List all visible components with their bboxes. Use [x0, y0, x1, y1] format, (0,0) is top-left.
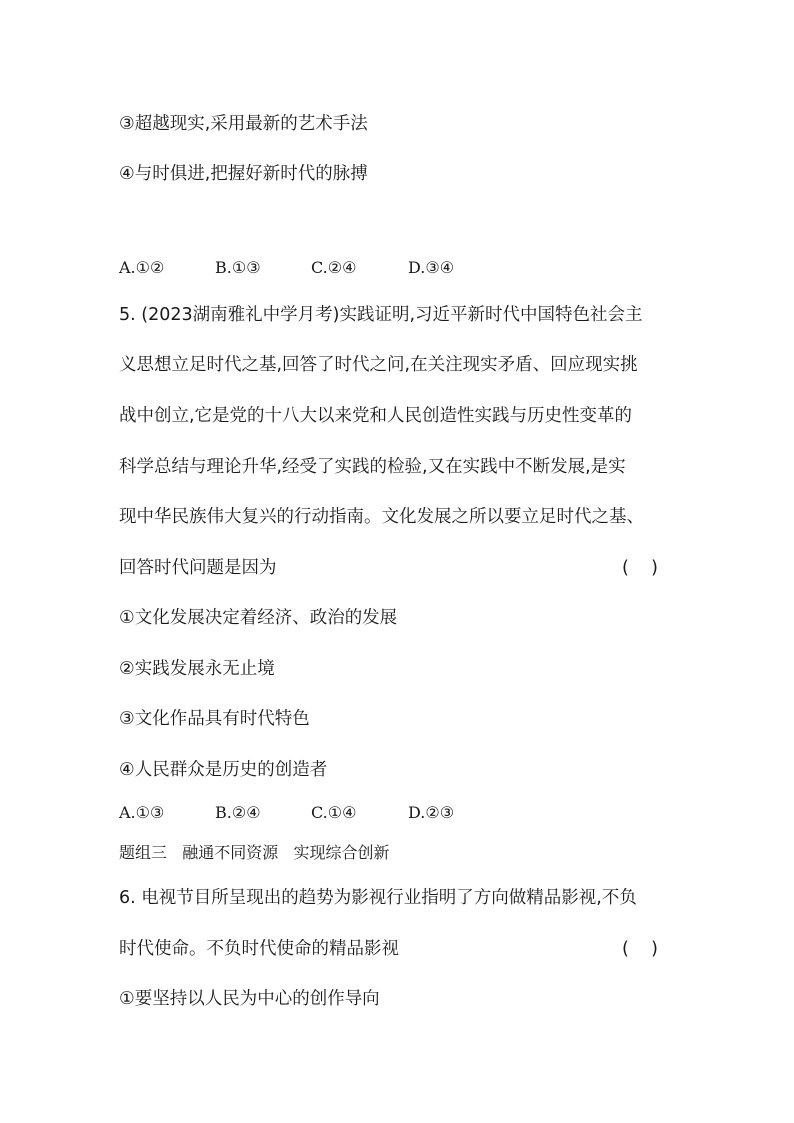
- q5-item-4: ④人民群众是历史的创造者: [119, 760, 328, 780]
- q5-item-2: ②实践发展永无止境: [119, 659, 275, 679]
- q5-stem-line-6: 回答时代问题是因为: [119, 558, 277, 578]
- section-heading: 题组三 融通不同资源 实现综合创新: [119, 843, 390, 862]
- q5-option-d[interactable]: D.②③: [408, 803, 455, 822]
- q4-option-c[interactable]: C.②④: [311, 258, 357, 277]
- q5-option-a[interactable]: A.①③: [119, 803, 165, 822]
- q5-stem-line-4: 科学总结与理论升华,经受了实践的检验,又在实践中不断发展,是实: [119, 457, 626, 477]
- q4-item-2: ③超越现实,采用最新的艺术手法: [119, 114, 368, 134]
- q6-answer-blank[interactable]: ( ): [622, 939, 658, 959]
- q5-stem-line-2: 义思想立足时代之基,回答了时代之问,在关注现实矛盾、回应现实挑: [119, 355, 638, 375]
- q5-answer-blank[interactable]: ( ): [622, 558, 658, 578]
- q5-stem-line-1: 5. (2023湖南雅礼中学月考)实践证明,习近平新时代中国特色社会主: [119, 305, 643, 325]
- q5-option-b[interactable]: B.②④: [215, 803, 261, 822]
- q4-item-3: ④与时俱进,把握好新时代的脉搏: [119, 164, 368, 184]
- q6-item-1: ①要坚持以人民为中心的创作导向: [119, 989, 380, 1009]
- q5-stem-line-5: 现中华民族伟大复兴的行动指南。文化发展之所以要立足时代之基、: [119, 507, 644, 527]
- q5-item-1: ①文化发展决定着经济、政治的发展: [119, 608, 398, 628]
- q4-option-d[interactable]: D.③④: [408, 258, 455, 277]
- q4-options: [119, 258, 454, 277]
- q5-item-3: ③文化作品具有时代特色: [119, 709, 310, 729]
- q6-stem-line-2: 时代使命。不负时代使命的精品影视: [119, 939, 399, 959]
- q4-option-a[interactable]: A.①②: [119, 258, 165, 277]
- q5-options: [119, 803, 454, 822]
- q4-option-b[interactable]: B.①③: [215, 258, 261, 277]
- q5-stem-line-3: 战中创立,它是党的十八大以来党和人民创造性实践与历史性变革的: [119, 406, 633, 426]
- q6-stem-line-1: 6. 电视节目所呈现出的趋势为影视行业指明了方向做精品影视,不负: [119, 888, 637, 908]
- q5-option-c[interactable]: C.①④: [311, 803, 357, 822]
